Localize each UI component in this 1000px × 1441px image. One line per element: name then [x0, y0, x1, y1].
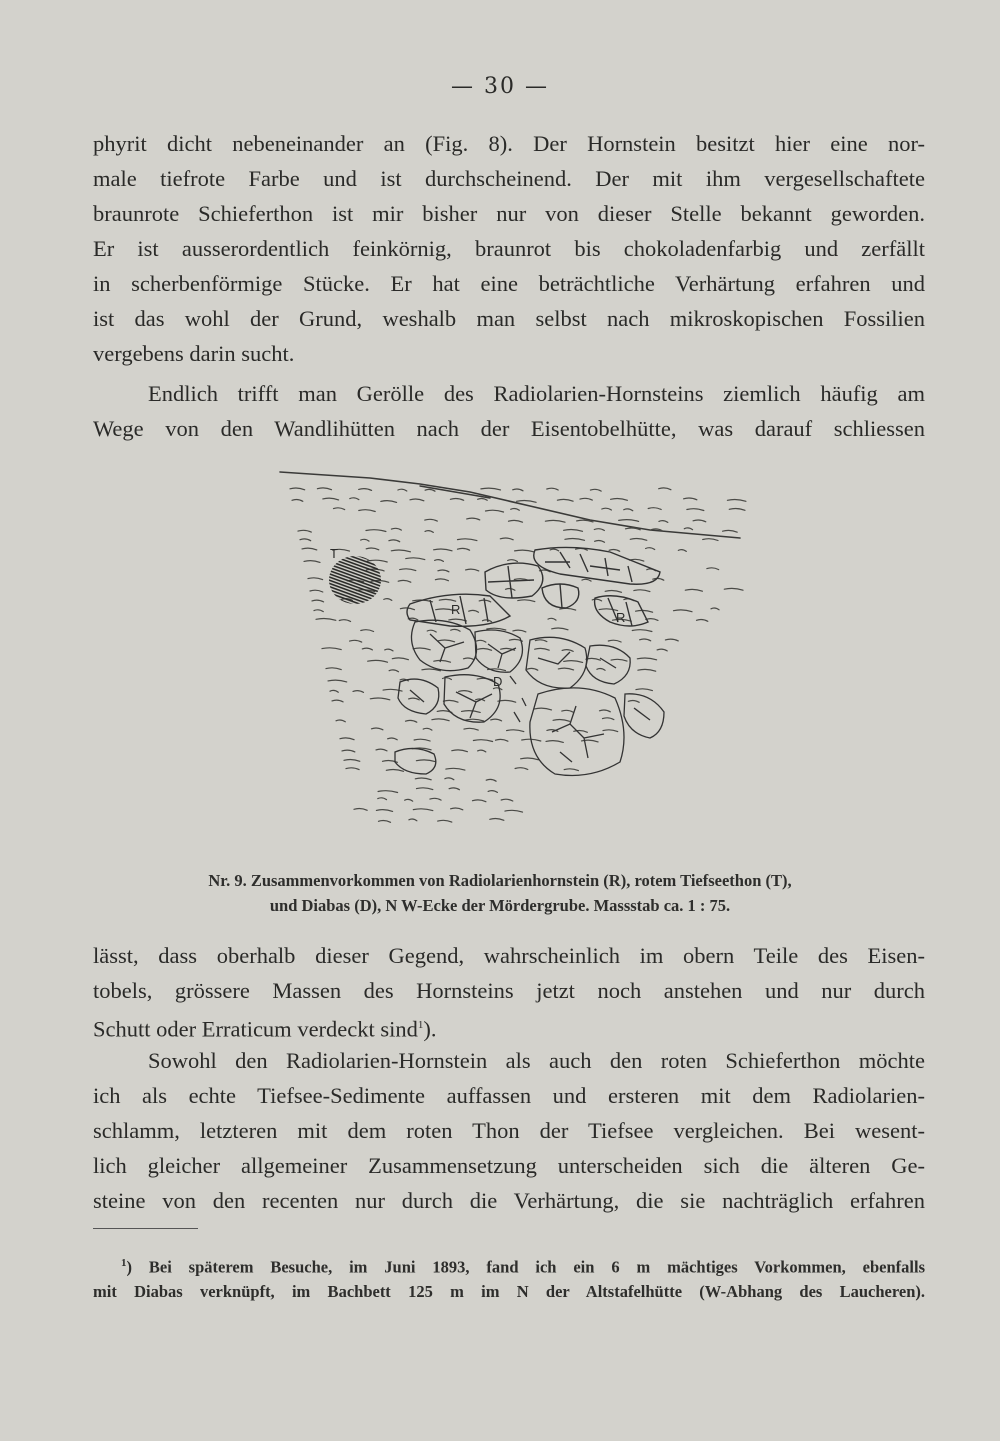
figure-label-r2: R — [616, 610, 626, 625]
sediment-dash — [332, 700, 343, 702]
sediment-dash — [580, 498, 592, 500]
sediment-dash — [511, 509, 520, 511]
sediment-dash — [317, 488, 331, 490]
sediment-dash — [413, 648, 430, 650]
footnote-ref: 1 — [417, 1019, 424, 1031]
sediment-dash — [326, 668, 341, 670]
sediment-dash — [449, 619, 467, 621]
sediment-dash — [600, 710, 611, 712]
sediment-dash — [458, 548, 470, 550]
sediment-dash — [638, 669, 656, 671]
sediment-dash — [535, 708, 552, 710]
sediment-dash — [417, 788, 433, 790]
sediment-dash — [310, 590, 323, 592]
text-line: ist das wohl der Grund, weshalb man selbst nach mikroskopischen Fossilien — [93, 306, 925, 331]
sediment-dash — [425, 519, 438, 521]
sediment-dash — [342, 750, 355, 752]
sediment-dash — [427, 630, 436, 632]
sediment-dash — [406, 720, 417, 722]
sediment-dash — [473, 740, 492, 742]
sediment-dash — [366, 548, 379, 550]
sediment-dash — [611, 499, 628, 501]
sediment-dash — [476, 640, 486, 642]
sediment-dash — [648, 508, 661, 510]
sediment-dash — [449, 788, 459, 790]
text-line: vergebens darin sucht. — [93, 341, 295, 366]
sediment-dash — [509, 520, 523, 522]
sediment-dash — [384, 599, 392, 601]
sediment-dash — [362, 648, 372, 650]
sediment-dash — [378, 798, 387, 800]
sediment-dash — [640, 639, 651, 641]
sediment-dash — [517, 501, 537, 503]
sediment-dash — [678, 550, 686, 552]
sediment-dash — [359, 510, 375, 512]
sediment-dash — [594, 529, 604, 531]
sediment-dash — [392, 658, 408, 660]
sediment-dash — [711, 608, 719, 610]
caption-line: Nr. 9. Zusammenvorkommen von Radiolarienhornstein (R), rotem Tiefseethon (T), — [208, 871, 792, 890]
text-line: in scherbenförmige Stücke. Er hat eine beträchtliche Verhärtung erfahren und — [93, 271, 925, 296]
sediment-dash — [389, 670, 398, 672]
sediment-dash — [603, 718, 614, 720]
sediment-dash — [665, 639, 678, 641]
sediment-dash — [582, 579, 591, 581]
sediment-dash — [560, 608, 576, 610]
sediment-dash — [434, 660, 451, 662]
sediment-dash — [727, 500, 746, 502]
sediment-dash — [508, 560, 518, 562]
footnote-line — [93, 1251, 925, 1280]
tiefseethon-patch — [329, 556, 381, 604]
sediment-dash — [486, 779, 496, 781]
sediment-dash — [619, 520, 639, 522]
sediment-dash — [423, 728, 432, 730]
text-line: Er ist ausserordentlich feinkörnig, braunrot bis chokoladenfarbig und zerfällt — [93, 236, 925, 261]
sediment-dash — [290, 488, 305, 490]
sediment-dash — [409, 698, 420, 700]
sediment-dash — [545, 520, 565, 522]
sediment-dash — [478, 499, 488, 501]
sediment-dash — [346, 768, 359, 770]
sediment-dash — [590, 489, 601, 491]
sediment-dash — [308, 578, 323, 580]
sediment-dash — [564, 661, 583, 663]
sediment-dash — [376, 810, 392, 812]
sediment-dash — [630, 539, 647, 541]
text-line: steine von den recenten nur durch die Verhärtung, die sie nachträglich erfahren — [93, 1188, 925, 1213]
footnote — [93, 1251, 925, 1304]
sediment-dash — [391, 528, 401, 530]
sediment-dash — [548, 618, 556, 620]
sediment-dash — [378, 791, 398, 793]
sediment-dash — [608, 640, 621, 642]
sediment-dashes — [290, 488, 746, 822]
sediment-dash — [478, 750, 486, 752]
paragraph-3 — [93, 938, 925, 1047]
sediment-dash — [611, 659, 627, 661]
sediment-dash — [527, 668, 538, 670]
sediment-dash — [609, 550, 620, 552]
sediment-dash — [323, 498, 339, 500]
sediment-dash — [632, 630, 652, 632]
sediment-dash — [624, 509, 633, 511]
sediment-dash — [473, 800, 486, 802]
sediment-dash — [515, 768, 528, 770]
sediment-dash — [684, 498, 697, 500]
sediment-dash — [312, 600, 324, 602]
sediment-dash — [302, 548, 317, 550]
sediment-dash — [451, 808, 463, 810]
text-line: lich gleicher allgemeiner Zusammensetzung unterscheiden sich die älteren Ge- — [93, 1153, 925, 1178]
sediment-dash — [379, 821, 391, 823]
sediment-dash — [552, 628, 568, 630]
sediment-dash — [322, 648, 341, 650]
sediment-dash — [724, 588, 743, 590]
sediment-dash — [350, 498, 359, 500]
sediment-dash — [637, 658, 656, 660]
sediment-dash — [314, 610, 323, 612]
sediment-dash — [592, 599, 601, 601]
sediment-dash — [350, 640, 362, 642]
sediment-dash — [597, 669, 605, 671]
sediment-dash — [634, 590, 650, 592]
sediment-dash — [464, 728, 478, 730]
sediment-dash — [425, 531, 433, 533]
sediment-dash — [361, 539, 369, 541]
text-line: Schutt oder Erraticum verdeckt sind$^1$). — [93, 1016, 437, 1042]
sediment-dash — [564, 769, 578, 771]
sediment-dash — [391, 550, 410, 552]
sediment-dash — [300, 539, 311, 541]
sediment-dash — [434, 549, 452, 551]
sediment-dash — [513, 489, 523, 491]
sediment-dash — [628, 701, 639, 703]
sediment-dash — [486, 510, 504, 512]
sediment-dash — [439, 599, 455, 601]
text-line: Wege von den Wandlihütten nach der Eisentobelhütte, was darauf schliessen — [93, 416, 925, 441]
sediment-dash — [398, 580, 411, 582]
sediment-dash — [316, 619, 336, 621]
sediment-dash — [298, 530, 311, 532]
text-line: Endlich trifft man Gerölle des Radiolarien-Hornsteins ziemlich häufig am — [148, 381, 925, 406]
sediment-dash — [557, 499, 573, 501]
sediment-dash — [446, 768, 465, 770]
sediment-dash — [659, 521, 668, 523]
sediment-dash — [603, 730, 618, 732]
sediment-dash — [467, 518, 480, 520]
sediment-dash — [330, 690, 338, 692]
page-number: — 30 — — [451, 74, 549, 99]
sediment-dash — [513, 630, 526, 632]
footnote-rule — [93, 1228, 198, 1229]
sediment-dash — [334, 508, 345, 510]
sediment-dash — [498, 700, 516, 702]
sediment-dash — [398, 489, 407, 491]
sediment-dash — [546, 741, 563, 743]
text-line: ich als echte Tiefsee-Sedimente auffassen und ersteren mit dem Radiolarien- — [93, 1083, 925, 1108]
footnote-text: ) Bei späterem Besuche, im Juni 1893, fand ich ein 6 m mächtiges Vorkommen, ebenfalls — [126, 1257, 925, 1277]
sediment-dash — [459, 691, 472, 693]
sediment-dash — [340, 738, 354, 740]
sediment-dash — [646, 548, 655, 550]
sediment-dash — [605, 591, 621, 593]
sediment-dash — [507, 730, 524, 732]
sediment-dash — [707, 568, 719, 570]
sediment-dash — [451, 629, 460, 631]
sediment-dash — [413, 809, 433, 811]
sediment-dash — [564, 530, 583, 532]
sediment-dash — [443, 700, 458, 702]
sediment-dash — [693, 520, 706, 522]
sediment-dash — [729, 509, 745, 511]
text-line: braunrote Schieferthon ist mir bisher nur von dieser Stelle bekannt geworden. — [93, 201, 925, 226]
sediment-dash — [376, 749, 387, 751]
sediment-dash — [435, 579, 448, 581]
sediment-dash — [430, 798, 441, 800]
sediment-dash — [359, 489, 372, 491]
sediment-dash — [385, 649, 393, 651]
text-line: phyrit dicht nebeneinander an (Fig. 8). Der Hornstein besitzt hier eine nor- — [93, 131, 925, 156]
sediment-dash — [535, 648, 550, 650]
sediment-dash — [535, 640, 547, 642]
text-line: schlamm, letzteren mit dem roten Thon der Tiefsee vergleichen. Bei wesent- — [93, 1118, 925, 1143]
sediment-dash — [415, 778, 431, 780]
sediment-dash — [562, 650, 573, 652]
sediment-dash — [501, 799, 513, 801]
sediment-dash — [370, 698, 390, 700]
sediment-dash — [478, 649, 492, 651]
sediment-dash — [414, 739, 430, 741]
sediment-dash — [518, 600, 535, 602]
sediment-dash — [521, 758, 539, 760]
sediment-dash — [361, 630, 374, 632]
sediment-dash — [292, 500, 303, 502]
sediment-dash — [515, 550, 535, 552]
text-line: male tiefrote Farbe und ist durchscheinend. Der mit ihm vergesellschaftete — [93, 166, 925, 191]
text-line: lässt, dass oberhalb dieser Gegend, wahrscheinlich im obern Teile des Eisen- — [93, 943, 925, 968]
text-tail: ). — [423, 1016, 437, 1042]
sediment-dash — [684, 528, 692, 530]
sediment-dash — [490, 819, 504, 821]
sediment-dash — [354, 809, 367, 811]
text-line: tobels, grössere Massen des Hornsteins jetzt noch anstehen und nur durch — [93, 978, 925, 1003]
sediment-dash — [416, 760, 435, 762]
sediment-dash — [481, 488, 501, 490]
sediment-dash — [602, 508, 612, 510]
sediment-dash — [723, 530, 738, 532]
sediment-dash — [438, 570, 449, 572]
sediment-dash — [372, 728, 383, 730]
sediment-dash — [443, 678, 452, 680]
sediment-dash — [685, 589, 702, 591]
sediment-dash — [368, 660, 388, 662]
sediment-dash — [458, 539, 477, 541]
sediment-dash — [574, 731, 588, 733]
sediment-dash — [687, 509, 704, 511]
sediment-dash — [636, 689, 652, 691]
sediment-dash — [553, 720, 570, 722]
sediment-dash — [462, 711, 481, 713]
sediment-dash — [599, 609, 618, 611]
sediment-dash — [558, 668, 573, 670]
sediment-dash — [488, 791, 497, 793]
sediment-dash — [406, 558, 425, 560]
sediment-dash — [565, 539, 585, 541]
sediment-dash — [595, 541, 605, 543]
figure-caption — [100, 868, 900, 918]
sediment-dash — [496, 739, 508, 741]
sediment-dash — [674, 610, 693, 612]
sediment-dash — [438, 820, 452, 822]
sediment-dash — [657, 649, 667, 651]
sediment-dash — [435, 560, 444, 562]
sediment-dash — [703, 539, 718, 541]
diabas-blocks — [395, 620, 664, 775]
sediment-dash — [409, 819, 417, 821]
sediment-dash — [328, 680, 347, 682]
sediment-dash — [432, 719, 449, 721]
sediment-dash — [344, 760, 360, 762]
sediment-dash — [386, 770, 403, 772]
sediment-dash — [336, 720, 345, 722]
sediment-dash — [659, 488, 671, 490]
sediment-dash — [550, 549, 559, 551]
sediment-dash — [452, 750, 468, 752]
sediment-dash — [547, 488, 558, 490]
sediment-dash — [400, 569, 416, 571]
sediment-dash — [636, 610, 653, 612]
paragraph-4 — [93, 1043, 925, 1218]
sediment-dash — [389, 540, 400, 542]
text-line: Sowohl den Radiolarien-Hornstein als auch den roten Schieferthon möchte — [148, 1048, 925, 1073]
footnote-marker: 1 — [121, 1257, 127, 1269]
sediment-dash — [425, 489, 435, 491]
sediment-dash — [410, 499, 424, 501]
sediment-dash — [469, 610, 479, 612]
sediment-dash — [405, 799, 413, 801]
footnote-line: mit Diabas verknüpft, im Bachbett 125 m im N der Altstafelhütte (W-Abhang des Laucheren). — [93, 1281, 925, 1301]
sediment-dash — [697, 620, 708, 622]
sediment-dash — [466, 569, 479, 571]
sediment-dash — [500, 538, 513, 540]
sediment-dash — [450, 499, 463, 501]
sediment-dash — [339, 620, 350, 622]
sediment-dash — [445, 778, 454, 780]
figure-label-d: D — [493, 674, 503, 689]
sediment-dash — [464, 658, 475, 660]
paragraph-1 — [93, 126, 925, 371]
caption-line: und Diabas (D), N W-Ecke der Mördergrube. Massstab ca. 1 : 75. — [269, 896, 731, 915]
sediment-dash — [381, 501, 397, 503]
sediment-dash — [353, 691, 364, 693]
sediment-dash — [366, 530, 386, 532]
sediment-dash — [438, 640, 455, 642]
paragraph-2 — [93, 376, 925, 446]
sediment-dash — [388, 738, 398, 740]
figure-label-r1: R — [451, 602, 461, 617]
sediment-dash — [491, 719, 502, 721]
sediment-dash — [505, 810, 523, 812]
geological-figure — [270, 462, 750, 862]
sediment-dash — [304, 561, 320, 563]
sediment-dash — [562, 710, 573, 712]
figure-label-t: T — [330, 546, 338, 561]
